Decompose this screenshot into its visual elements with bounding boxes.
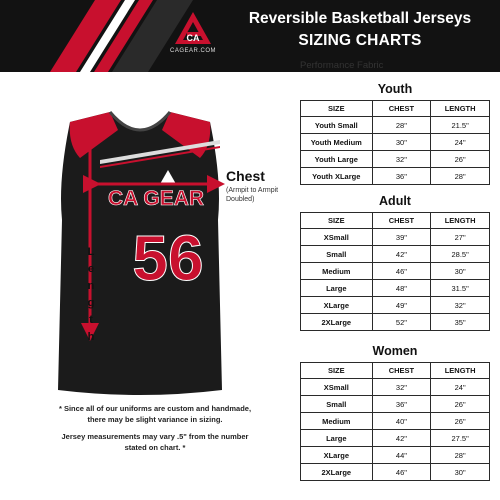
ca-gear-logo — [166, 10, 220, 62]
chest-cell: 28" — [372, 117, 431, 134]
table-header-row — [301, 101, 490, 117]
table-row — [301, 464, 490, 481]
size-cell: XLarge — [301, 447, 373, 464]
chest-cell: 49" — [372, 297, 431, 314]
length-cell: 28" — [431, 447, 490, 464]
length-cell: 24" — [431, 134, 490, 151]
size-cell: Small — [301, 246, 373, 263]
length-cell: 26" — [431, 413, 490, 430]
table-row — [301, 379, 490, 396]
table-header-row — [301, 363, 490, 379]
chest-cell: 44" — [372, 447, 431, 464]
length-cell: 30" — [431, 464, 490, 481]
size-cell: Youth Small — [301, 117, 373, 134]
footnote-line: stated on chart. * — [124, 442, 186, 452]
table-row — [301, 396, 490, 413]
size-cell: 2XLarge — [301, 314, 373, 331]
page-subtitle: SIZING CHARTS — [298, 32, 422, 49]
chest-cell: 46" — [372, 263, 431, 280]
footnote-measurement — [40, 432, 270, 453]
chest-note-line: Doubled) — [226, 196, 255, 204]
youth-section-title: Youth — [377, 82, 413, 96]
length-letter: e — [87, 263, 95, 275]
chest-cell: 30" — [372, 134, 431, 151]
chest-column-header: CHEST — [372, 363, 431, 379]
chest-note — [226, 186, 278, 204]
length-column-header: LENGTH — [431, 363, 490, 379]
length-cell: 28.5" — [431, 246, 490, 263]
size-cell: Youth XLarge — [301, 168, 373, 185]
jersey-brand-text: CA GEAR — [107, 187, 205, 210]
length-cell: 27.5" — [431, 430, 490, 447]
length-letter: L — [87, 246, 95, 258]
size-column-header: SIZE — [301, 363, 373, 379]
table-row — [301, 297, 490, 314]
chest-note-line: (Armpit to Armpit — [226, 187, 279, 194]
svg-text:CA: CA — [186, 33, 200, 43]
header-banner — [0, 0, 500, 72]
chest-cell: 36" — [372, 396, 431, 413]
chest-cell: 32" — [372, 379, 431, 396]
length-column-header: LENGTH — [431, 101, 490, 117]
length-column-header: LENGTH — [431, 213, 490, 229]
table-row — [301, 151, 490, 168]
length-cell: 35" — [431, 314, 490, 331]
chest-label: Chest — [226, 168, 265, 184]
women-section-title: Women — [372, 344, 418, 358]
length-cell: 26" — [431, 396, 490, 413]
chest-cell: 42" — [372, 430, 431, 447]
chest-cell: 39" — [372, 229, 431, 246]
size-cell: XSmall — [301, 379, 373, 396]
length-cell: 21.5" — [431, 117, 490, 134]
table-row — [301, 430, 490, 447]
length-cell: 27" — [431, 229, 490, 246]
chest-cell: 42" — [372, 246, 431, 263]
length-label — [85, 244, 97, 346]
adult-section-title: Adult — [379, 194, 411, 208]
length-cell: 30" — [431, 263, 490, 280]
length-letter: n — [87, 280, 95, 292]
length-cell: 31.5" — [431, 280, 490, 297]
chest-cell: 48" — [372, 280, 431, 297]
length-cell: 24" — [431, 379, 490, 396]
size-cell: Medium — [301, 263, 373, 280]
size-cell: XLarge — [301, 297, 373, 314]
footnote-variance — [40, 404, 270, 425]
size-cell: Small — [301, 396, 373, 413]
length-cell: 28" — [431, 168, 490, 185]
length-letter: h — [87, 331, 95, 343]
size-cell: 2XLarge — [301, 464, 373, 481]
women-size-table — [300, 362, 490, 481]
table-row — [301, 447, 490, 464]
length-letter: t — [89, 314, 93, 326]
table-row — [301, 117, 490, 134]
fabric-label: Performance Fabric — [300, 60, 384, 71]
youth-size-table — [300, 100, 490, 185]
table-row — [301, 229, 490, 246]
size-cell: Large — [301, 430, 373, 447]
table-row — [301, 246, 490, 263]
table-row — [301, 134, 490, 151]
adult-size-table — [300, 212, 490, 331]
jersey-illustration — [40, 100, 240, 400]
table-row — [301, 280, 490, 297]
table-row — [301, 168, 490, 185]
chest-column-header: CHEST — [372, 101, 431, 117]
footnote-line: Jersey measurements may vary .5" from the number — [61, 432, 249, 441]
size-cell: Medium — [301, 413, 373, 430]
chest-cell: 46" — [372, 464, 431, 481]
size-column-header: SIZE — [301, 213, 373, 229]
chest-cell: 32" — [372, 151, 431, 168]
length-cell: 26" — [431, 151, 490, 168]
ca-gear-logo-icon — [173, 10, 213, 46]
logo-text: CAGEAR.COM — [169, 48, 216, 54]
size-cell: Youth Large — [301, 151, 373, 168]
table-row — [301, 314, 490, 331]
footnote-line: there may be slight variance in sizing. — [87, 414, 223, 424]
chest-column-header: CHEST — [372, 213, 431, 229]
chest-cell: 36" — [372, 168, 431, 185]
footnote-line: * Since all of our uniforms are custom and handmade, — [58, 404, 252, 413]
table-row — [301, 413, 490, 430]
size-column-header: SIZE — [301, 101, 373, 117]
chest-cell: 52" — [372, 314, 431, 331]
length-cell: 32" — [431, 297, 490, 314]
chest-cell: 40" — [372, 413, 431, 430]
table-row — [301, 263, 490, 280]
table-header-row — [301, 213, 490, 229]
page-title: Reversible Basketball Jerseys — [248, 10, 472, 27]
size-cell: Youth Medium — [301, 134, 373, 151]
jersey-number: 56 — [132, 222, 204, 294]
length-letter: g — [87, 297, 95, 309]
size-cell: XSmall — [301, 229, 373, 246]
size-cell: Large — [301, 280, 373, 297]
